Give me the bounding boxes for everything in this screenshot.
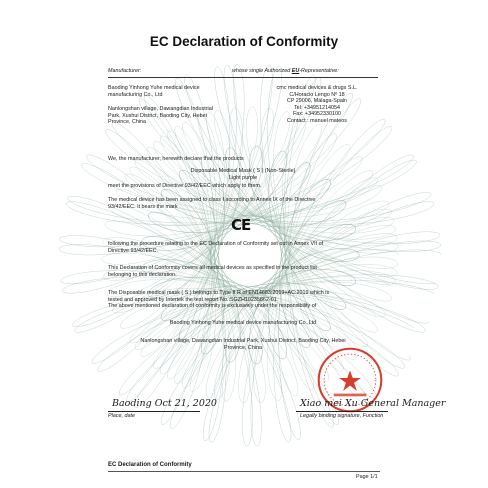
representative-line-5: Fax: +34952330100: [292, 111, 342, 118]
class-text: [108, 197, 383, 210]
procedure-line-2: Directive 93/42/EEC.: [108, 247, 159, 254]
covers-line-2: belonging to this declaration.: [108, 271, 177, 278]
meets-text: meet the provisions of Directive 93/42/EEC which apply to them.: [108, 183, 262, 189]
document-title: EC Declaration of Conformity: [149, 34, 339, 49]
representative-line-2: C/Horacio Lengo Nº 18: [289, 91, 345, 98]
covers-line-1: This Declaration of Conformity covers all medical devices as specified in the product list: [108, 265, 317, 271]
place-date-label: Place, date: [108, 413, 135, 419]
place-date-line: [108, 411, 200, 412]
representative-line-1: cmc medical devices & drugs S.L.: [276, 85, 358, 91]
type-line-2: tested and approved by Intertek the test report No.:SGZH10235862-01: [108, 296, 277, 303]
footer-divider: [108, 471, 380, 472]
representative-line-3: CP 29006, Málaga-Spain: [286, 98, 348, 105]
manufacturer-name-2: manufacturing Co., Ltd: [108, 91, 163, 98]
legal-signature-line: [296, 411, 388, 412]
page-number: Page 1/1: [356, 474, 378, 480]
bottom-address-2: Province, China: [223, 344, 263, 351]
representative-label-suffix: -Representative:: [299, 68, 339, 74]
manufacturer-name-1: Baoding Yinhong Yuhe medical device: [108, 85, 200, 91]
manufacturer-address-1: Nanlongshan village, Dawangdian Industrial: [108, 106, 213, 113]
representative-label-eu: EU: [291, 68, 300, 74]
representative-label: [232, 68, 339, 75]
covers-text: [108, 265, 383, 278]
bottom-address-1: Nanlongshan village, Dawangdian Industrial Park, Xushui District, Baoding City, Hebei: [140, 338, 346, 344]
legal-signature: Xiao mei Xu General Manager: [300, 398, 446, 409]
product-name: Disposable Medical Mask ( S ) (Non-Sterile): [190, 168, 296, 174]
manufacturer-label: Manufacturer:: [108, 68, 142, 74]
type-text: [108, 290, 383, 310]
bottom-manufacturer-name: Baoding Yinhong Yuhe medical device manufacturing Co.,Ltd: [169, 320, 317, 326]
legal-signature-label: Legally binding signature, Function: [300, 413, 384, 419]
manufacturer-address-2: Park, Xushui District, Baoding City, Hebei: [108, 112, 207, 119]
manufacturer-address-3: Province, China: [108, 119, 147, 126]
procedure-text: [108, 241, 383, 254]
type-line-1: The Disposable medical mask ( S ) belongs to Type II R of EN14683:2019+AC:2019 which is: [108, 290, 330, 296]
representative-line-6: Contact : manuel mateos: [287, 117, 347, 124]
representative-line-4: Tel: +34951214054: [293, 104, 340, 111]
header-divider: [108, 77, 378, 78]
declare-text: We, the manufacturer, herewith declare that the products: [108, 156, 244, 162]
ce-mark: CE: [231, 216, 251, 234]
procedure-line-1: following the procedure relating to the EC Declaration of Conformity set out in Annex VII of: [108, 241, 324, 247]
place-date-signature: Baoding Oct 21, 2020: [112, 398, 217, 409]
sole-responsibility-line: The above mentioned declaration of conformity is exclusively under the responsibility of: [108, 303, 317, 310]
representative-block: [262, 85, 372, 125]
product-color: Light purple: [228, 174, 258, 181]
manufacturer-block: [108, 85, 213, 126]
class-text-line-2: 93/42/EEC. It bears the mark: [108, 203, 178, 210]
class-text-line-1: The medical device has been assigned to class I according to Annex IX of the Directive: [108, 197, 316, 203]
product-block: [108, 168, 378, 181]
representative-label-prefix: whose single Authorized: [232, 68, 292, 74]
footer-title: EC Declaration of Conformity: [108, 462, 192, 468]
